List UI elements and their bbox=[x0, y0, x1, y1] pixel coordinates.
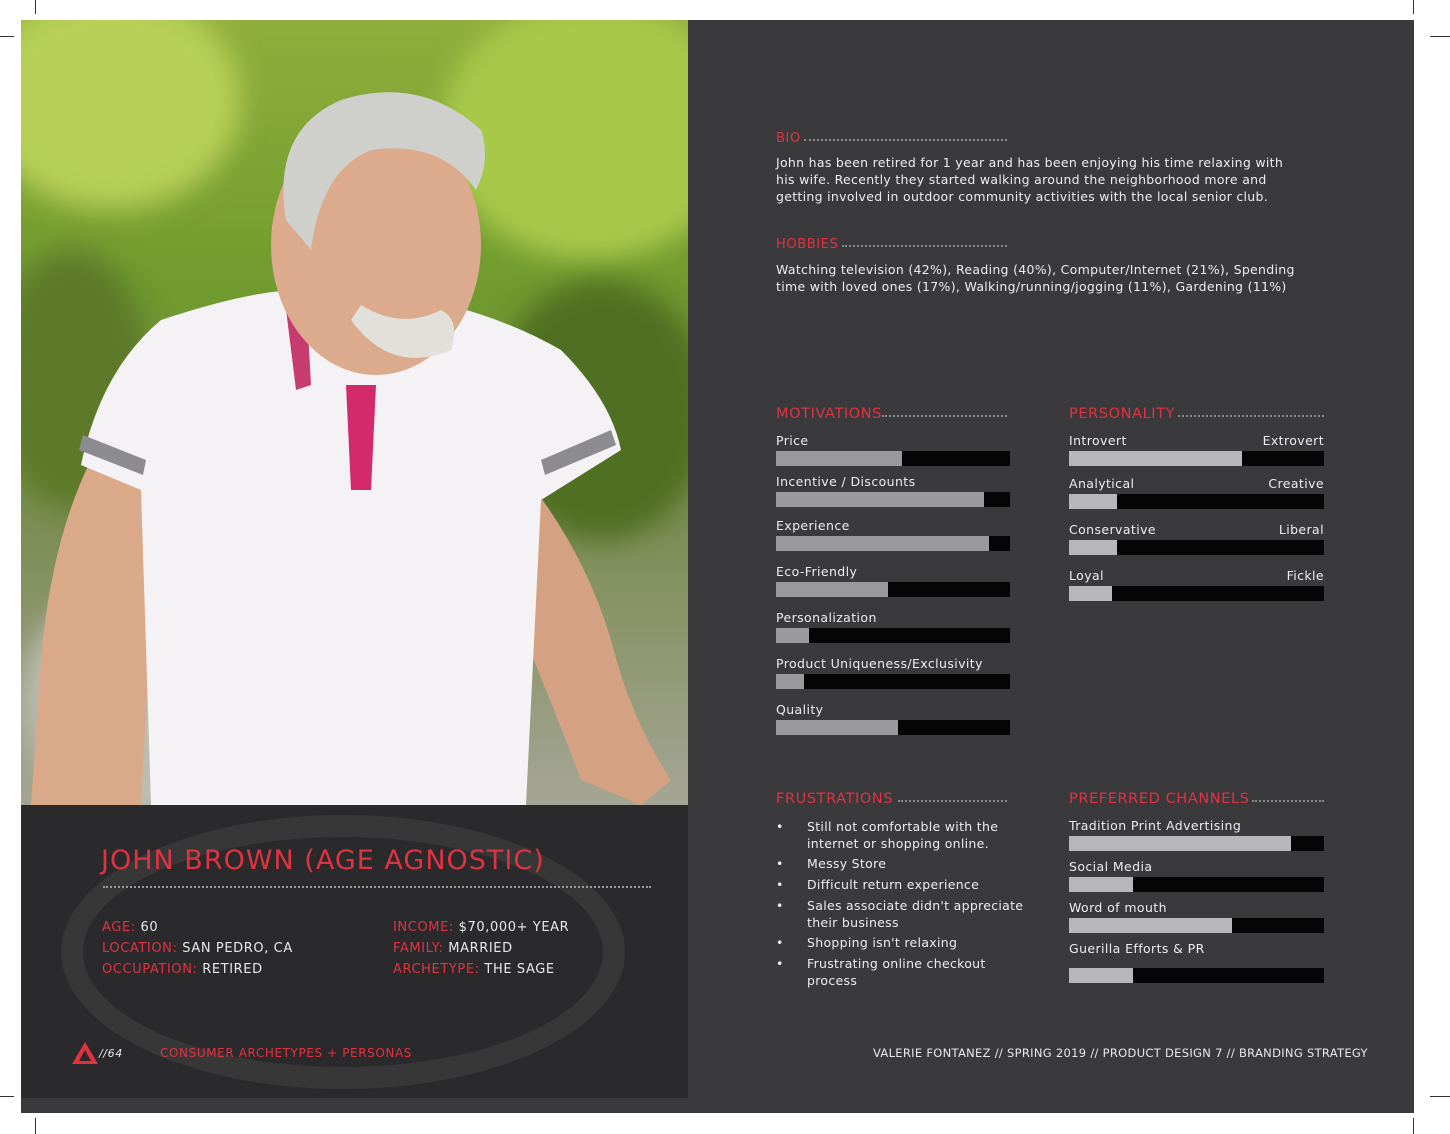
personality-bar-fill bbox=[1069, 586, 1112, 601]
motivation-label: Experience bbox=[776, 518, 850, 533]
motivation-bar bbox=[776, 582, 1010, 597]
motivation-label: Product Uniqueness/Exclusivity bbox=[776, 656, 983, 671]
personality-right-label: Fickle bbox=[1286, 568, 1324, 583]
channel-bar-fill bbox=[1069, 918, 1232, 933]
bullet-icon: • bbox=[776, 935, 784, 950]
personality-bar bbox=[1069, 586, 1324, 601]
motivation-bar bbox=[776, 628, 1010, 643]
motivation-label: Quality bbox=[776, 702, 824, 717]
personality-divider bbox=[1178, 415, 1324, 417]
motivation-bar bbox=[776, 451, 1010, 466]
channel-bar bbox=[1069, 877, 1324, 892]
motivation-bar-fill bbox=[776, 720, 898, 735]
motivation-bar-fill bbox=[776, 582, 888, 597]
bio-text: John has been retired for 1 year and has been enjoying his time relaxing with his wife. Recently they started walking around the neighborhood more and getting involved in outdoor community activities with the local senior club. bbox=[776, 155, 1284, 204]
frustrations-divider bbox=[898, 800, 1007, 802]
section-title: CONSUMER ARCHETYPES + PERSONAS bbox=[160, 1046, 413, 1060]
personality-bar bbox=[1069, 540, 1324, 555]
channel-label: Word of mouth bbox=[1069, 900, 1167, 915]
crop-mark bbox=[35, 1118, 36, 1134]
persona-name: JOHN BROWN (AGE AGNOSTIC) bbox=[101, 845, 545, 876]
channel-label: Guerilla Efforts & PR bbox=[1069, 941, 1205, 956]
channel-bar bbox=[1069, 968, 1324, 983]
hobbies-label: HOBBIES bbox=[776, 237, 839, 252]
crop-mark bbox=[1430, 1096, 1450, 1097]
crop-mark bbox=[0, 1096, 14, 1097]
personality-left-label: Analytical bbox=[1069, 476, 1135, 491]
fact-family: FAMILY: MARRIED bbox=[393, 941, 513, 956]
motivation-bar bbox=[776, 536, 1010, 551]
frustration-item bbox=[776, 897, 1036, 931]
motivation-label: Personalization bbox=[776, 610, 877, 625]
motivation-label: Eco-Friendly bbox=[776, 564, 858, 579]
channel-bar-fill bbox=[1069, 836, 1291, 851]
personality-right-label: Creative bbox=[1268, 476, 1324, 491]
frustration-item bbox=[776, 955, 1036, 989]
motivation-bar-fill bbox=[776, 536, 989, 551]
motivation-bar bbox=[776, 720, 1010, 735]
personality-bar-fill bbox=[1069, 494, 1117, 509]
motivation-bar-fill bbox=[776, 451, 902, 466]
crop-mark bbox=[1413, 0, 1414, 14]
channel-bar bbox=[1069, 918, 1324, 933]
channel-label: Social Media bbox=[1069, 859, 1153, 874]
personality-bar-fill bbox=[1069, 451, 1242, 466]
crop-mark bbox=[35, 0, 36, 14]
channel-bar-fill bbox=[1069, 877, 1133, 892]
bullet-icon: • bbox=[776, 956, 784, 971]
personality-right-label: Liberal bbox=[1278, 522, 1324, 537]
channel-bar-fill bbox=[1069, 968, 1133, 983]
motivation-bar-fill bbox=[776, 628, 809, 643]
personality-left-label: Conservative bbox=[1069, 522, 1156, 537]
credit-line: VALERIE FONTANEZ // SPRING 2019 // PRODUCT DESIGN 7 // BRANDING STRATEGY bbox=[873, 1046, 1368, 1060]
bullet-icon: • bbox=[776, 877, 784, 892]
personality-label: PERSONALITY bbox=[1069, 406, 1176, 422]
persona-spread bbox=[21, 20, 1414, 1113]
channel-label: Tradition Print Advertising bbox=[1069, 818, 1242, 833]
motivations-divider bbox=[882, 415, 1007, 417]
hobbies-divider bbox=[842, 245, 1007, 247]
motivation-bar bbox=[776, 492, 1010, 507]
personality-left-label: Loyal bbox=[1069, 568, 1104, 583]
crop-mark bbox=[0, 36, 14, 37]
bio-divider bbox=[804, 139, 1007, 141]
motivation-bar-fill bbox=[776, 674, 804, 689]
frustration-text: Difficult return experience bbox=[807, 877, 980, 892]
crop-mark bbox=[1413, 1118, 1414, 1134]
personality-right-label: Extrovert bbox=[1262, 433, 1324, 448]
hobbies-text: Watching television (42%), Reading (40%), Computer/Internet (21%), Spending time with loved ones (17%), Walking/running/jogging (11%), Gardening (11%) bbox=[776, 262, 1295, 294]
fact-occupation: OCCUPATION: RETIRED bbox=[102, 962, 263, 977]
fact-location: LOCATION: SAN PEDRO, CA bbox=[102, 941, 293, 956]
page-number: //64 bbox=[99, 1047, 123, 1060]
personality-bar bbox=[1069, 451, 1324, 466]
personality-bar-fill bbox=[1069, 540, 1117, 555]
motivation-bar bbox=[776, 674, 1010, 689]
name-divider bbox=[103, 886, 651, 888]
channel-bar bbox=[1069, 836, 1324, 851]
channels-divider bbox=[1252, 800, 1324, 802]
fact-age: AGE: 60 bbox=[102, 920, 159, 935]
personality-left-label: Introvert bbox=[1069, 433, 1127, 448]
fact-income: INCOME: $70,000+ YEAR bbox=[393, 920, 570, 935]
personality-bar bbox=[1069, 494, 1324, 509]
crop-mark bbox=[1430, 36, 1450, 37]
motivations-label: MOTIVATIONS bbox=[776, 406, 883, 422]
triangle-logo-icon bbox=[71, 1041, 99, 1065]
bio-label: BIO bbox=[776, 131, 801, 146]
frustration-text: Sales associate didn't appreciate their business bbox=[807, 898, 1024, 930]
man-figure bbox=[21, 20, 688, 805]
bullet-icon: • bbox=[776, 819, 784, 834]
frustration-text: Still not comfortable with the internet or shopping online. bbox=[807, 819, 999, 851]
portrait-photo bbox=[21, 20, 688, 805]
bullet-icon: • bbox=[776, 898, 784, 913]
frustration-text: Frustrating online checkout process bbox=[807, 956, 986, 988]
frustration-text: Messy Store bbox=[807, 856, 887, 871]
motivation-label: Incentive / Discounts bbox=[776, 474, 916, 489]
motivation-label: Price bbox=[776, 433, 809, 448]
bullet-icon: • bbox=[776, 856, 784, 871]
motivation-bar-fill bbox=[776, 492, 984, 507]
frustrations-label: FRUSTRATIONS bbox=[776, 791, 894, 807]
frustration-text: Shopping isn't relaxing bbox=[807, 935, 958, 950]
frustration-item bbox=[776, 818, 1036, 852]
channels-label: PREFERRED CHANNELS bbox=[1069, 791, 1250, 807]
fact-archetype: ARCHETYPE: THE SAGE bbox=[393, 962, 555, 977]
